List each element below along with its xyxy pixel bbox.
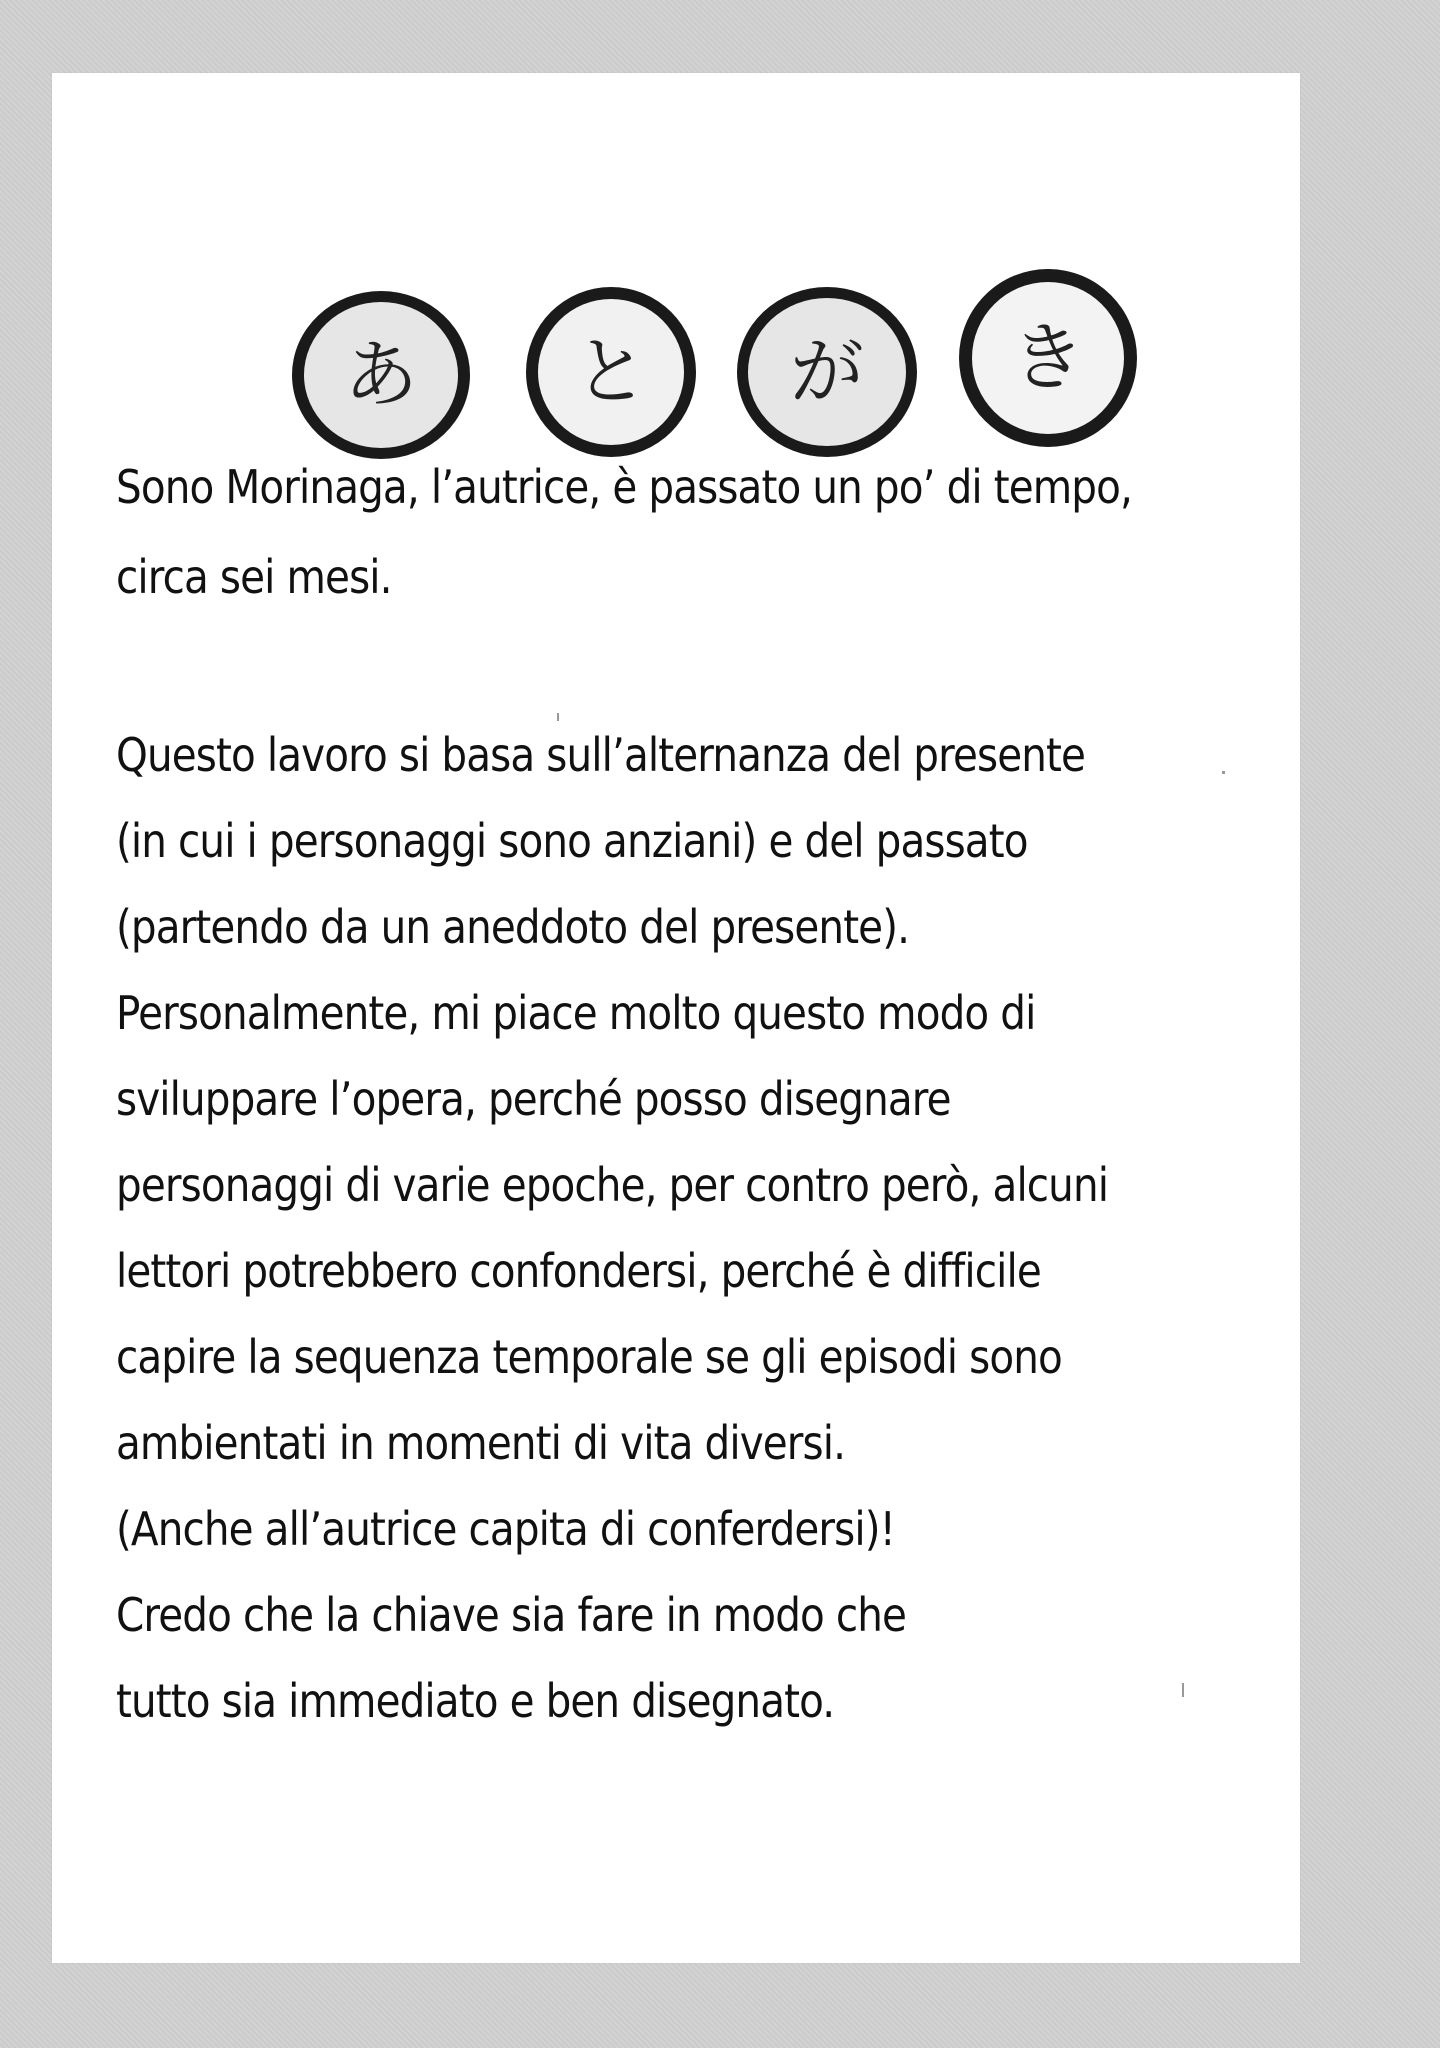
text-line: sviluppare l’opera, perché posso disegnare <box>116 1072 951 1126</box>
text-line: Sono Morinaga, l’autrice, è passato un po’ di tempo, <box>116 460 1133 514</box>
paper-speck <box>1182 1683 1184 1697</box>
text-line: lettori potrebbero confondersi, perché è difficile <box>116 1244 1041 1298</box>
heading-glyph: き <box>1011 315 1085 401</box>
text-line: ambientati in momenti di vita diversi. <box>116 1416 846 1470</box>
text-line: (partendo da un aneddoto del presente). <box>116 900 910 954</box>
afterword-heading <box>242 191 1142 451</box>
text-line: Credo che la chiave sia fare in modo che <box>116 1588 907 1642</box>
text-line: tutto sia immediato e ben disegnato. <box>116 1674 835 1728</box>
text-line: Questo lavoro si basa sull’alternanza del presente <box>116 728 1086 782</box>
heading-bubble-3 <box>737 287 917 457</box>
text-line: capire la sequenza temporale se gli episodi sono <box>116 1330 1062 1384</box>
heading-bubble-1 <box>292 291 470 459</box>
text-line: personaggi di varie epoche, per contro però, alcuni <box>116 1158 1109 1212</box>
heading-glyph: が <box>790 329 864 415</box>
text-line: circa sei mesi. <box>116 550 392 604</box>
heading-glyph: と <box>574 329 648 415</box>
text-line: (Anche all’autrice capita di conferdersi)! <box>116 1502 896 1556</box>
text-line: Personalmente, mi piace molto questo modo di <box>116 986 1036 1040</box>
heading-bubble-2 <box>526 287 696 457</box>
paper-speck <box>1222 771 1225 774</box>
paper-speck <box>557 713 559 721</box>
heading-bubble-4 <box>959 269 1137 447</box>
heading-glyph: あ <box>344 332 418 418</box>
text-line: (in cui i personaggi sono anziani) e del passato <box>116 814 1028 868</box>
